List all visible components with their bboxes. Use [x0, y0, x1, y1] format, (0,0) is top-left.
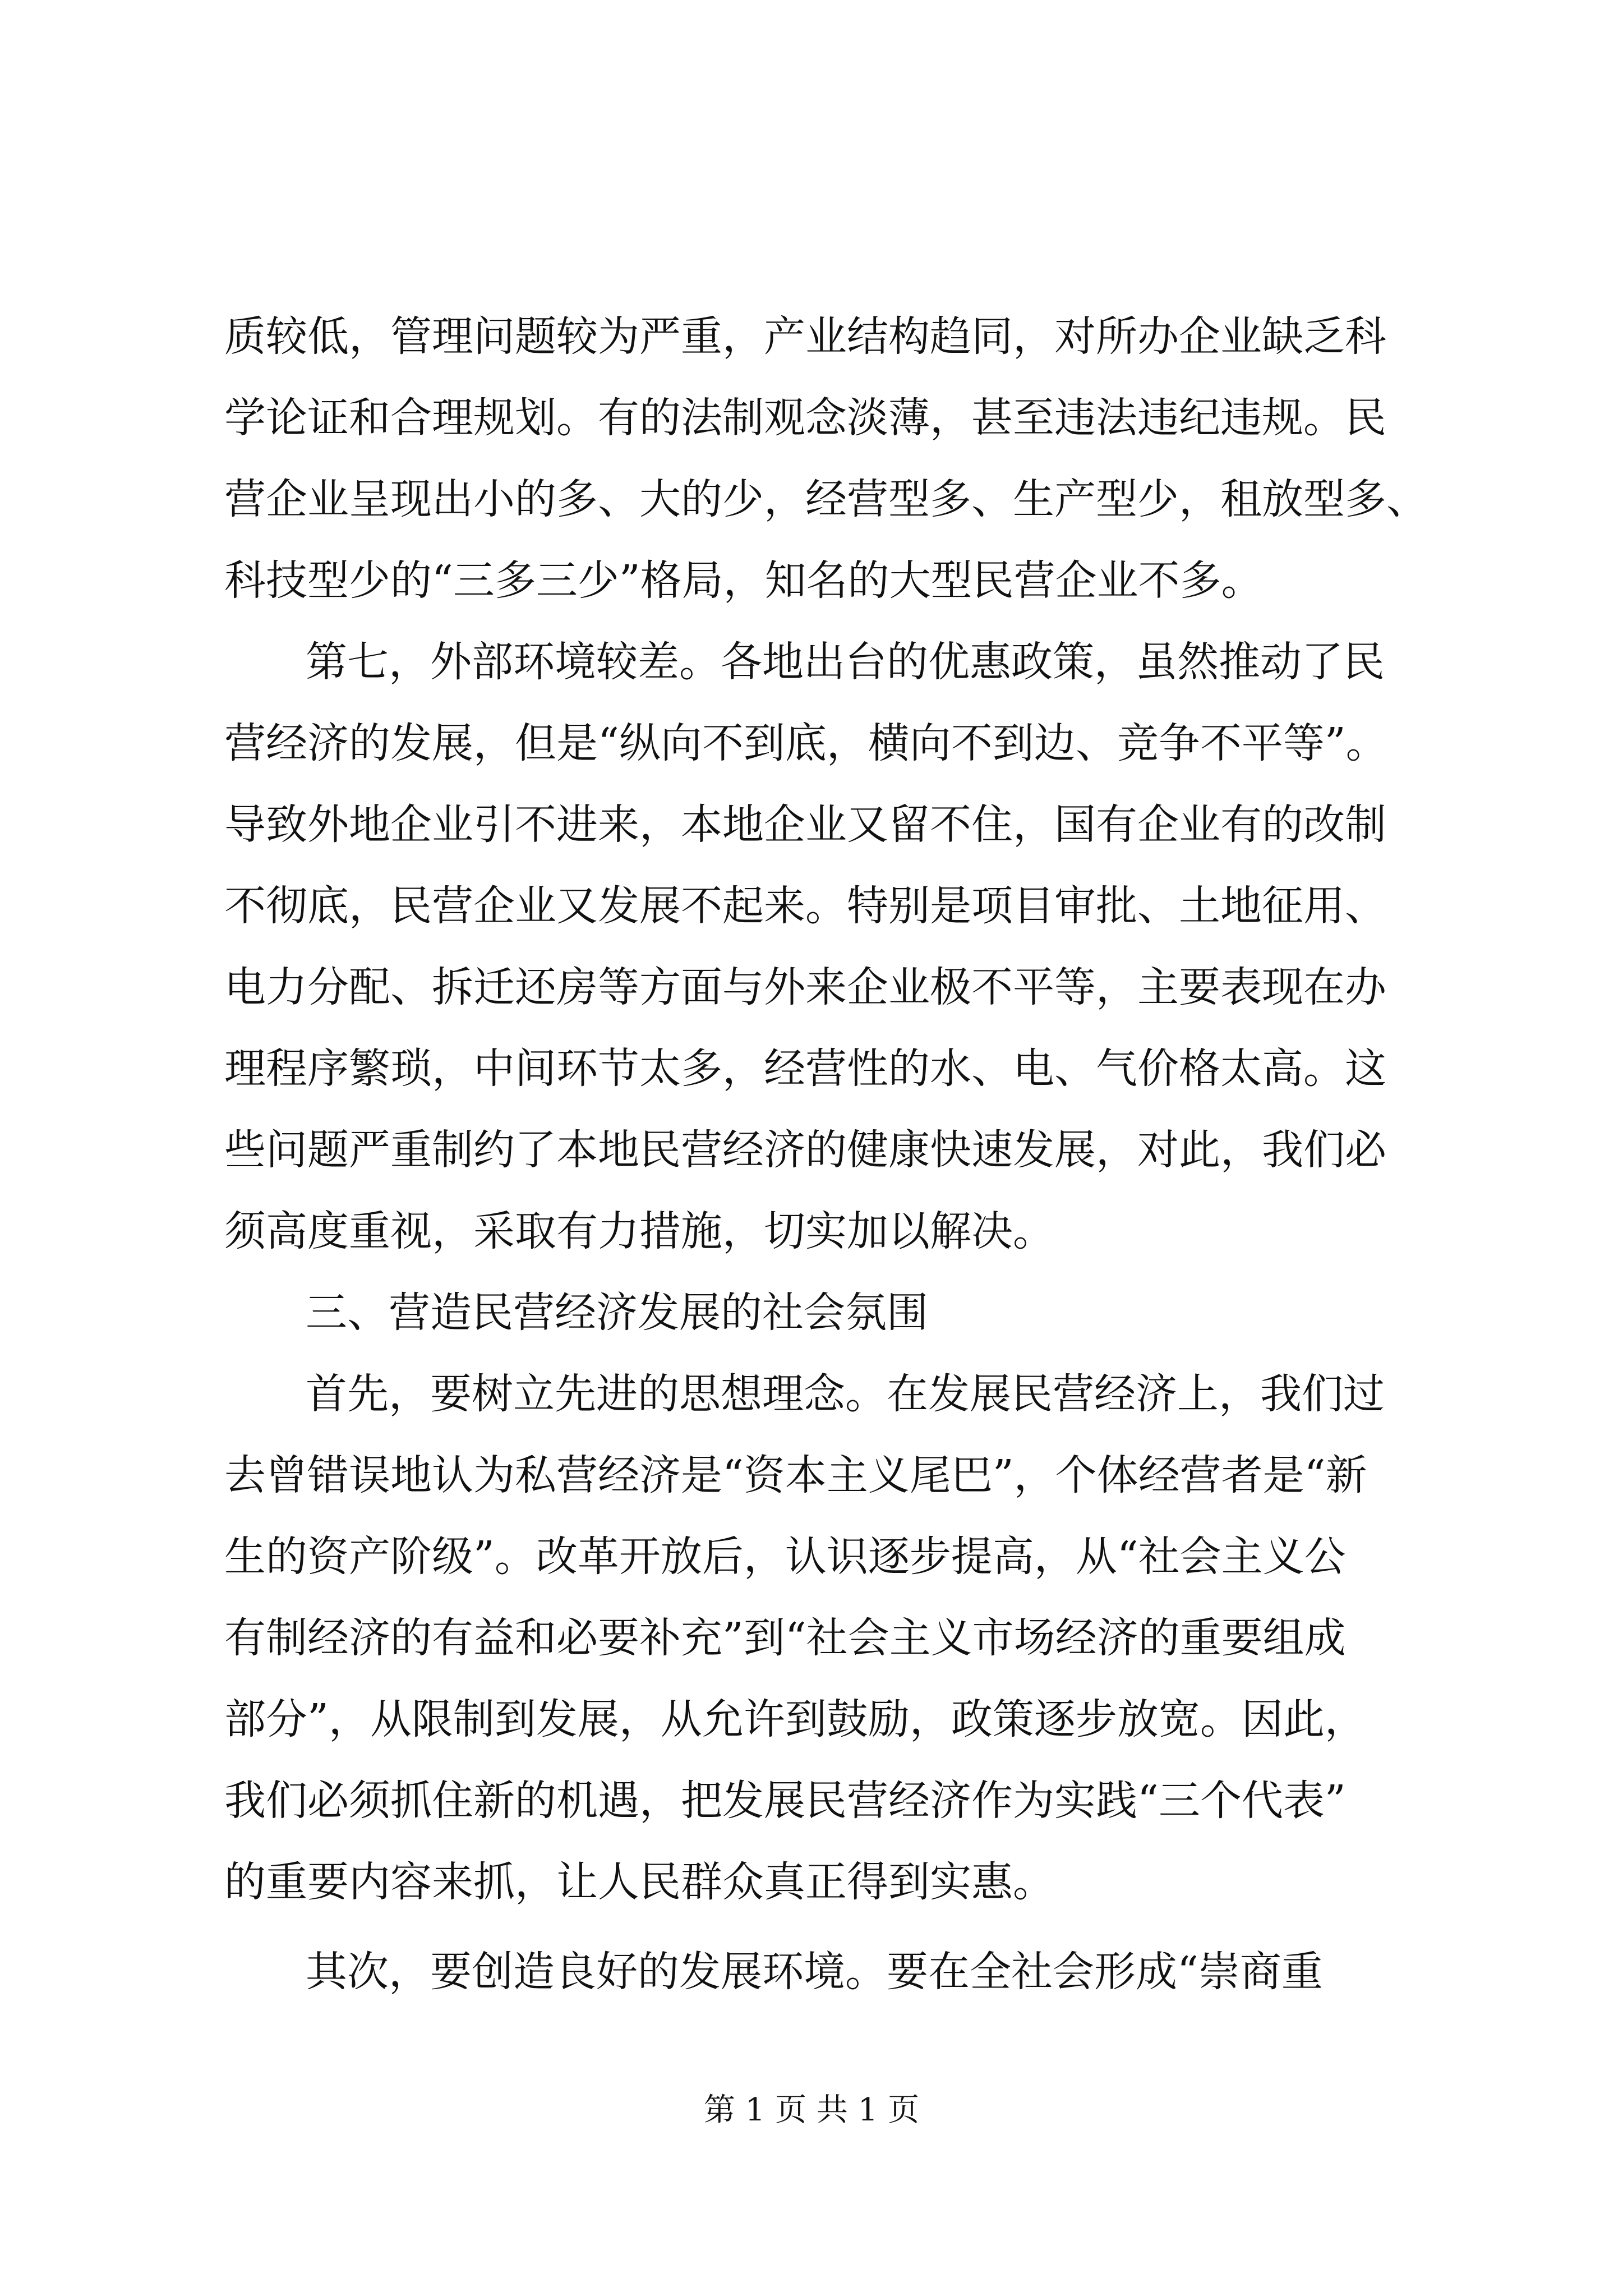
text-line: 须高度重视，采取有力措施，切实加以解决。: [224, 1207, 1054, 1255]
page-number-footer: 第 1 页 共 1 页: [703, 2092, 920, 2128]
text-line: 电力分配、拆迁还房等方面与外来企业极不平等，主要表现在办: [224, 963, 1386, 1011]
text-line: 科技型少的“三多三少”格局，知名的大型民营企业不多。: [224, 556, 1263, 605]
text-line: 部分”，从限制到发展，从允许到鼓励，政策逐步放宽。因此，: [224, 1695, 1366, 1743]
text-line: 不彻底，民营企业又发展不起来。特别是项目审批、土地征用、: [224, 882, 1386, 930]
text-line: 学论证和合理规划。有的法制观念淡薄，甚至违法违纪违规。民: [224, 394, 1386, 442]
text-line: 营企业呈现出小的多、大的少，经营型多、生产型少，租放型多、: [224, 475, 1428, 523]
paragraph-start-line: 首先，要树立先进的思想理念。在发展民营经济上，我们过: [306, 1370, 1385, 1418]
text-line: 导致外地企业引不进来，本地企业又留不住，国有企业有的改制: [224, 800, 1386, 849]
text-line: 我们必须抓住新的机遇，把发展民营经济作为实践“三个代表”: [224, 1777, 1346, 1825]
section-heading: 三、营造民营经济发展的社会氛围: [306, 1289, 928, 1337]
paragraph-start-line: 其次，要创造良好的发展环境。要在全社会形成“崇商重: [306, 1948, 1323, 1996]
text-line: 有制经济的有益和必要补充”到“社会主义市场经济的重要组成: [224, 1614, 1346, 1662]
text-line: 些问题严重制约了本地民营经济的健康快速发展，对此，我们必: [224, 1126, 1386, 1174]
text-line: 理程序繁琐，中间环节太多，经营性的水、电、气价格太高。这: [224, 1045, 1386, 1093]
paragraph-start-line: 第七，外部环境较差。各地出台的优惠政策，虽然推动了民: [306, 638, 1385, 686]
text-line: 营经济的发展，但是“纵向不到底，横向不到边、竞争不平等”。: [224, 719, 1387, 767]
text-line: 去曾错误地认为私营经济是“资本主义尾巴”，个体经营者是“新: [224, 1451, 1367, 1499]
text-line: 生的资产阶级”。改革开放后，认识逐步提高，从“社会主义公: [224, 1533, 1346, 1581]
text-line: 的重要内容来抓，让人民群众真正得到实惠。: [224, 1858, 1054, 1906]
text-line: 质较低，管理问题较为严重，产业结构趋同，对所办企业缺乏科: [224, 312, 1386, 361]
